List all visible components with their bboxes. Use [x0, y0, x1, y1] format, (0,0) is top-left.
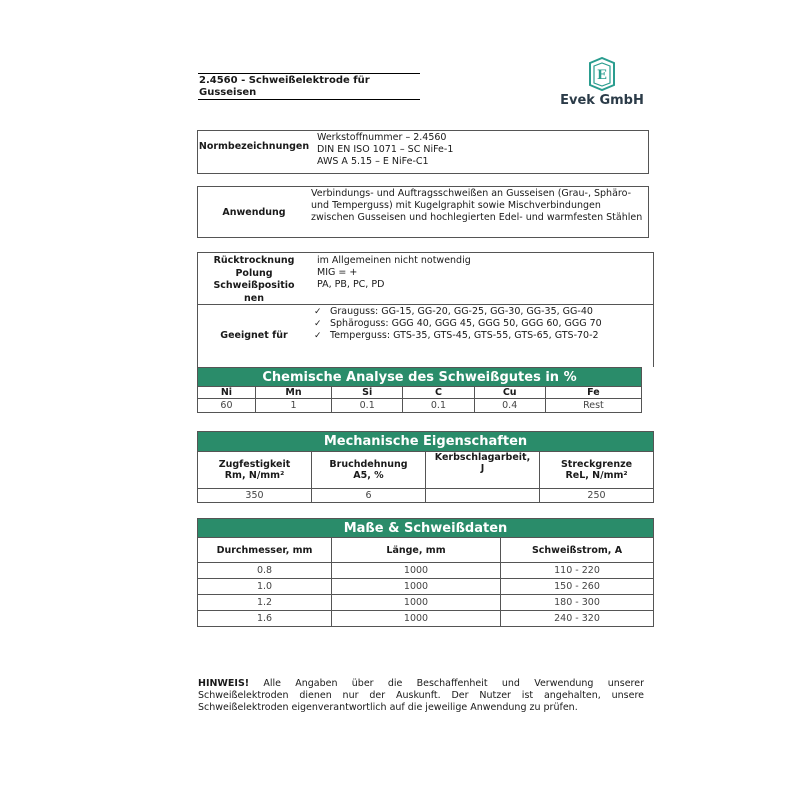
- mech-header: Kerbschlagarbeit, J: [426, 452, 540, 489]
- anwendung-section: [197, 186, 649, 238]
- mech-value: 350: [198, 489, 312, 503]
- geeignet-section: [197, 304, 654, 367]
- dims-title: Maße & Schweißdaten: [198, 519, 654, 538]
- props-value: MIG = +: [317, 267, 358, 278]
- anwendung-label: Anwendung: [222, 207, 286, 218]
- dims-cell: 1000: [332, 611, 501, 627]
- note-text: Alle Angaben über die Beschaffenheit und Verwendung unserer Schweißelektroden dienen nur der Auskunft. Der Nutzer ist angehalten, unsere Schweißelektroden eigenverantwortlich auf die jeweilige Anwendung zu prüfen.: [198, 678, 644, 713]
- dims-header: Länge, mm: [332, 538, 501, 563]
- mech-header: Zugfestigkeit Rm, N/mm²: [198, 452, 312, 489]
- chem-value: 0.4: [474, 399, 545, 413]
- logo-letter: E: [597, 68, 607, 83]
- chem-header: Ni: [198, 387, 256, 399]
- company-logo: [552, 57, 652, 108]
- checkmark-icon: ✓: [314, 319, 322, 329]
- mech-title: Mechanische Eigenschaften: [198, 432, 654, 452]
- dims-cell: 180 - 300: [501, 595, 654, 611]
- norm-label: Normbezeichnungen: [198, 141, 310, 152]
- dims-cell: 1.6: [198, 611, 332, 627]
- chem-table: [197, 367, 642, 413]
- props-value: im Allgemeinen nicht notwendig: [317, 255, 471, 266]
- list-item: ✓ Grauguss: GG-15, GG-20, GG-25, GG-30, GG-35, GG-40: [314, 306, 593, 317]
- logo-emblem-icon: [585, 57, 619, 91]
- chem-header: C: [403, 387, 474, 399]
- norm-values: [317, 132, 637, 168]
- checkmark-icon: ✓: [314, 331, 322, 341]
- document-title: 2.4560 - Schweißelektrode für Gusseisen: [198, 73, 420, 100]
- dims-cell: 1.0: [198, 579, 332, 595]
- table-row: [198, 595, 654, 611]
- dims-cell: 1.2: [198, 595, 332, 611]
- mech-value: 6: [312, 489, 426, 503]
- chem-header: Si: [332, 387, 403, 399]
- chem-header: Cu: [474, 387, 545, 399]
- geeignet-label: Geeignet für: [220, 330, 288, 341]
- mech-header: Streckgrenze ReL, N/mm²: [540, 452, 654, 489]
- props-label: Rücktrocknung: [213, 255, 295, 266]
- props-value: PA, PB, PC, PD: [317, 279, 385, 290]
- table-row: [198, 563, 654, 579]
- disclaimer-note: [198, 678, 644, 714]
- norm-line: AWS A 5.15 – E NiFe-C1: [317, 156, 429, 167]
- chem-value: Rest: [545, 399, 641, 413]
- dims-cell: 0.8: [198, 563, 332, 579]
- mech-table: [197, 431, 654, 503]
- chem-title: Chemische Analyse des Schweißgutes in %: [198, 368, 642, 387]
- norm-section: [197, 130, 649, 174]
- company-name: Evek GmbH: [560, 93, 644, 108]
- chem-value: 1: [255, 399, 331, 413]
- props-label: Schweißpositionen: [213, 280, 295, 304]
- checkmark-icon: ✓: [314, 307, 322, 317]
- dims-cell: 240 - 320: [501, 611, 654, 627]
- dims-cell: 1000: [332, 563, 501, 579]
- props-values: [317, 255, 647, 291]
- dims-cell: 150 - 260: [501, 579, 654, 595]
- anwendung-text: Verbindungs- und Auftragsschweißen an Gusseisen (Grau-, Sphäro- und Temperguss) mit Kugelgraphit sowie Mischverbindungen zwischen Gusseisen und hochlegierten Edel- und warmfesten Stählen: [311, 188, 643, 223]
- dims-cell: 1000: [332, 595, 501, 611]
- mech-value: 250: [540, 489, 654, 503]
- chem-value: 60: [198, 399, 256, 413]
- table-row: [198, 579, 654, 595]
- norm-line: Werkstoffnummer – 2.4560: [317, 132, 447, 143]
- table-row: [198, 611, 654, 627]
- list-item: ✓ Temperguss: GTS-35, GTS-45, GTS-55, GTS-65, GTS-70-2: [314, 330, 599, 341]
- dims-header: Schweißstrom, A: [501, 538, 654, 563]
- props-labels: [198, 255, 310, 305]
- geeignet-list: [310, 306, 640, 342]
- list-item: ✓ Sphäroguss: GGG 40, GGG 45, GGG 50, GGG 60, GGG 70: [314, 318, 602, 329]
- dims-table: [197, 518, 654, 627]
- chem-header: Fe: [545, 387, 641, 399]
- chem-header: Mn: [255, 387, 331, 399]
- mech-header: Bruchdehnung A5, %: [312, 452, 426, 489]
- props-label: Polung: [235, 267, 273, 279]
- dims-cell: 1000: [332, 579, 501, 595]
- chem-value: 0.1: [332, 399, 403, 413]
- props-section: [197, 252, 654, 305]
- chem-value: 0.1: [403, 399, 474, 413]
- norm-line: DIN EN ISO 1071 – SC NiFe-1: [317, 144, 454, 155]
- note-label: HINWEIS!: [198, 678, 250, 689]
- dims-header: Durchmesser, mm: [198, 538, 332, 563]
- mech-value: [426, 489, 540, 503]
- dims-cell: 110 - 220: [501, 563, 654, 579]
